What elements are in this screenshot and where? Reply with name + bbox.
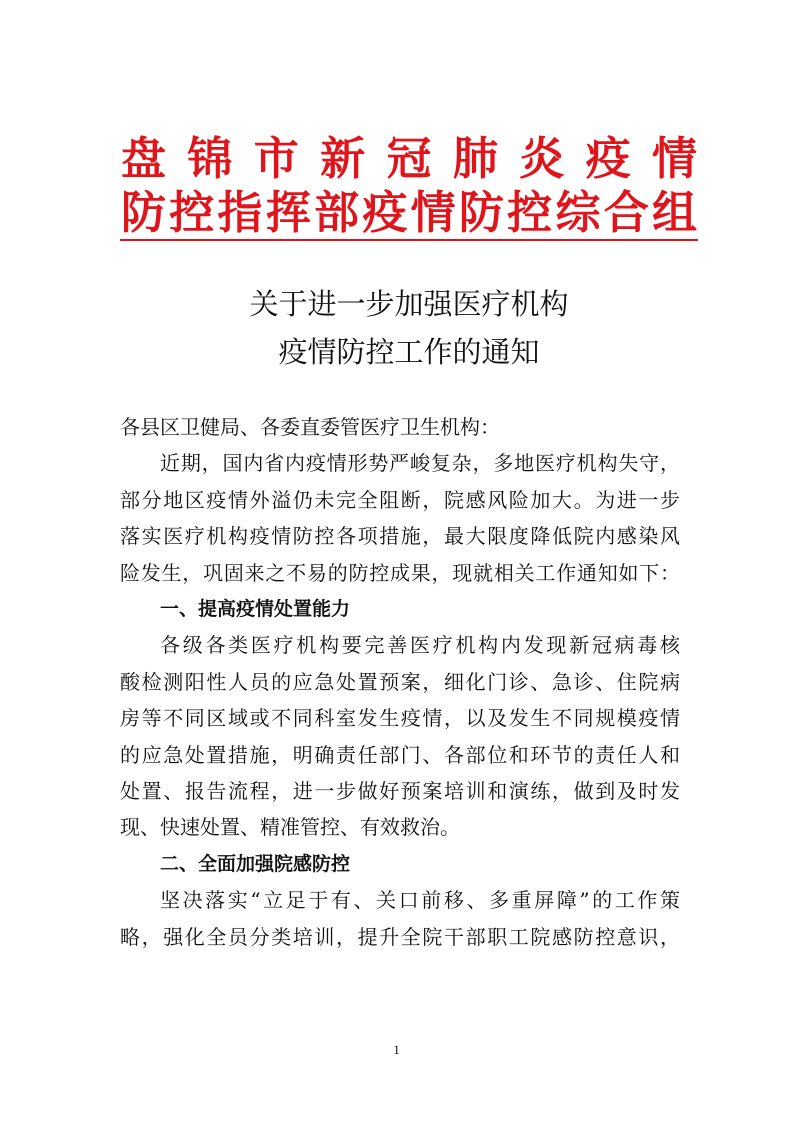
section-2-paragraph xyxy=(120,882,680,955)
paragraph-line: 坚决落实“立足于有、关口前移、多重屏障”的工作策 xyxy=(160,888,680,913)
paragraph-line: 近期，国内省内疫情形势严峻复杂，多地医疗机构失守， xyxy=(160,451,680,476)
issuing-org-line-2: 防控指挥部疫情防控综合组 xyxy=(121,186,697,239)
paragraph-line: 部分地区疫情外溢仍未完全阻断，院感风险加大。为进一步 xyxy=(120,487,680,512)
section-heading-2: 二、全面加强院感防控 xyxy=(160,852,351,875)
section-1-paragraph xyxy=(120,627,680,845)
paragraph-line: 略，强化全员分类培训，提升全院干部职工院感防控意识， xyxy=(120,924,680,949)
salutation: 各县区卫健局、各委直委管医疗卫生机构： xyxy=(120,415,500,439)
intro-paragraph xyxy=(120,445,680,591)
paragraph-line: 处置、报告流程，进一步做好预案培训和演练，做到及时发 xyxy=(120,779,680,804)
red-header-rule xyxy=(120,239,698,241)
paragraph-line: 酸检测阳性人员的应急处置预案，细化门诊、急诊、住院病 xyxy=(120,669,680,694)
paragraph-line: 现、快速处置、精准管控、有效救治。 xyxy=(120,815,460,840)
paragraph-line: 落实医疗机构疫情防控各项措施，最大限度降低院内感染风 xyxy=(120,524,680,549)
issuing-org-line-1: 盘锦市新冠肺炎疫情 xyxy=(121,132,697,185)
paragraph-line: 各级各类医疗机构要完善医疗机构内发现新冠病毒核 xyxy=(160,633,680,658)
document-title-line-1: 关于进一步加强医疗机构 xyxy=(249,287,569,321)
document-body xyxy=(120,409,680,955)
paragraph-line: 险发生，巩固来之不易的防控成果，现就相关工作通知如下： xyxy=(120,560,680,585)
section-heading-1: 一、提高疫情处置能力 xyxy=(160,598,351,621)
page-number: 1 xyxy=(393,1042,400,1057)
paragraph-line: 房等不同区域或不同科室发生疫情，以及发生不同规模疫情 xyxy=(120,706,680,731)
document-title-line-2: 疫情防控工作的通知 xyxy=(278,335,540,369)
paragraph-line: 的应急处置措施，明确责任部门、各部位和环节的责任人和 xyxy=(120,742,680,767)
